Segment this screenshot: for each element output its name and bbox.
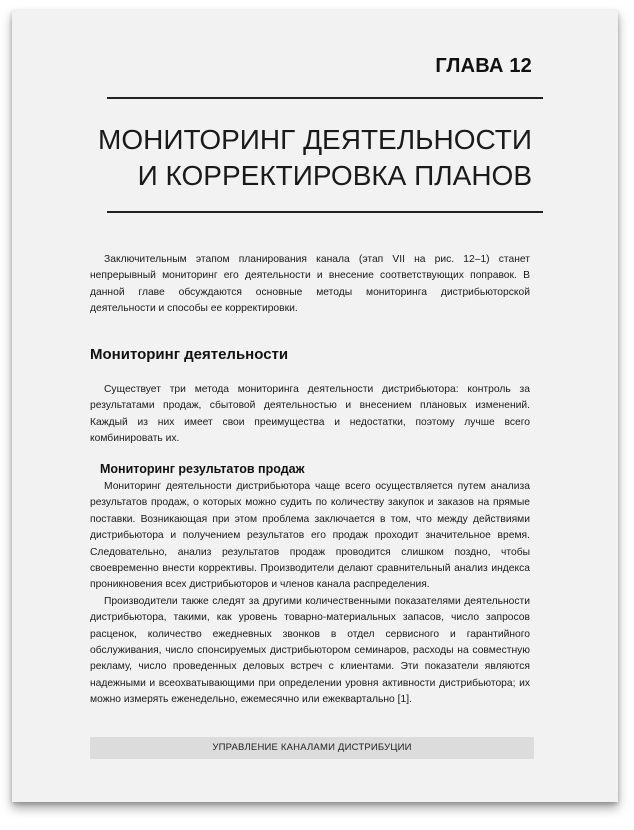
subsection-paragraph-2: Производители также следят за другими количественными показателями деятельности дистрибьютора, такими, как уровень товарно-материальных запасов, число запросов расценок, количество ежедневных звонков в отдел сервисного и гарантийного обслуживания, число спонсируемых дистрибьютором семинаров, расходы на совместную рекламу, число проведенных деловых встреч с клиентами. Эти показатели являются надежными и всеохватывающими при определении уровня активности дистрибьютора; их можно измерять еженедельно, ежемесячно или ежеквартально [1].: [90, 595, 530, 706]
chapter-title-line-1: МОНИТОРИНГ ДЕЯТЕЛЬНОСТИ: [98, 124, 532, 155]
running-footer: УПРАВЛЕНИЕ КАНАЛАМИ ДИСТРИБУЦИИ: [90, 737, 534, 759]
book-page: [12, 10, 618, 802]
subsection-heading: Мониторинг результатов продаж: [100, 462, 305, 476]
intro-paragraph: Заключительным этапом планирования канала (этап VII на рис. 12–1) станет непрерывный мониторинг его деятельности и внесение соответствующих поправок. В данной главе обсуждаются основные методы мониторинга дистрибьюторской деятельности и способы ее корректировки.: [90, 254, 530, 315]
intro-text: [90, 252, 530, 318]
bottom-rule-divider: [107, 211, 543, 213]
chapter-title: [92, 122, 532, 194]
chapter-title-line-2: И КОРРЕКТИРОВКА ПЛАНОВ: [137, 160, 532, 191]
section-paragraph: Существует три метода мониторинга деятельности дистрибьютора: контроль за результатами продаж, сбытовой деятельностью и внесением плановых изменений. Каждый из них имеет свои преимущества и недостатки, поэтому лучше всего комбинировать их.: [90, 384, 530, 445]
top-rule-divider: [107, 97, 543, 99]
section-heading: Мониторинг деятельности: [90, 346, 289, 363]
subsection-paragraph-1: Мониторинг деятельности дистрибьютора чаще всего осуществляется путем анализа результатов продаж, о которых можно судить по количеству закупок и заказов на прямые поставки. Возникающая при этом проблема заключается в том, что между действиями дистрибьютора и получением результатов его продаж проходит значительное время. Следовательно, анализ результатов продаж проводится слишком поздно, чтобы своевременно внести коррективы. Производители делают сравнительный анализ индекса проникновения всех дистрибьюторов и членов канала распределения.: [90, 481, 530, 591]
subsection-text: [90, 479, 530, 709]
chapter-number: ГЛАВА 12: [435, 55, 532, 77]
section-text: [90, 382, 530, 448]
